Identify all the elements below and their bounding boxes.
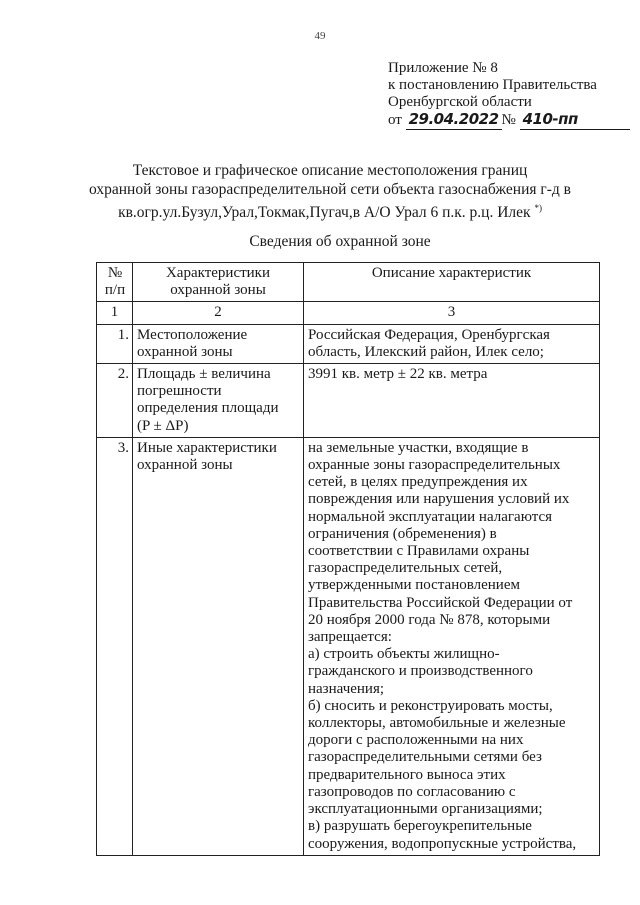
from-label: от — [388, 112, 402, 128]
page-bottom-margin — [0, 864, 640, 905]
header-description: Описание характеристик — [304, 263, 600, 302]
row-description: 3991 кв. метр ± 22 кв. метра — [304, 364, 600, 438]
zone-table — [96, 262, 600, 856]
col-number-1: 1 — [97, 302, 133, 324]
row-characteristic: Площадь ± величина погрешности определения площади (P ± ΔP) — [133, 364, 304, 438]
appendix-resolution-line: к постановлению Правительства — [388, 77, 597, 93]
appendix-title: Приложение № 8 — [388, 60, 498, 76]
row-description: на земельные участки, входящие в охранные зоны газораспределительных сетей, в целях предупреждения их повреждения или нарушения условий их нормальной эксплуатации налагаются ограничения (обременения) в соответствии с Правилами охраны газораспределительных сетей, утвержденными постановлением Правительства Российской Федерации от 20 ноября 2000 года № 878, которыми запрещается: а) строить объекты жилищно- гражданского и производственного назначения; б) сносить и реконструировать мосты, коллекторы, автомобильные и железные дороги с расположенными на них газораспределительными сетями без предварительного выноса этих газопроводов по согласованию с эксплуатационными организациями; в) разрушать берегоукрепительные сооружения, водопропускные устройства, — [304, 437, 600, 855]
header-num: № п/п — [97, 263, 133, 302]
row-description: Российская Федерация, Оренбургская область, Илекский район, Илек село; — [304, 324, 600, 363]
row-number: 3. — [97, 437, 133, 855]
row-number: 2. — [97, 364, 133, 438]
header-characteristic: Характеристики охранной зоны — [133, 263, 304, 302]
number-label: № — [501, 112, 516, 128]
col-number-2: 2 — [133, 302, 304, 324]
table-header-row — [97, 263, 600, 302]
appendix-block — [388, 60, 630, 130]
row-number: 1. — [97, 324, 133, 363]
page-number: 49 — [314, 30, 326, 42]
handwritten-number: 410-пп — [520, 111, 630, 130]
title-line-3: кв.огр.ул.Бузул,Урал,Токмак,Пугач,в А/О Урал 6 п.к. р.ц. Илек *) — [118, 203, 542, 222]
title-line-2: охранной зоны газораспределительной сети объекта газоснабжения г-д в — [89, 181, 571, 198]
handwritten-date: 29.04.2022 — [406, 111, 502, 130]
section-subtitle: Сведения об охранной зоне — [249, 233, 431, 250]
appendix-date-line — [388, 111, 630, 130]
table-row — [97, 364, 600, 438]
row-characteristic: Местоположение охранной зоны — [133, 324, 304, 363]
column-number-row — [97, 302, 600, 324]
appendix-region-line: Оренбургской области — [388, 94, 532, 110]
document-title — [0, 161, 640, 222]
col-number-3: 3 — [304, 302, 600, 324]
table-row — [97, 324, 600, 363]
footnote-mark: *) — [534, 203, 542, 213]
title-line-1: Текстовое и графическое описание местоположения границ — [132, 162, 528, 179]
table-row — [97, 437, 600, 855]
row-characteristic: Иные характеристики охранной зоны — [133, 437, 304, 855]
